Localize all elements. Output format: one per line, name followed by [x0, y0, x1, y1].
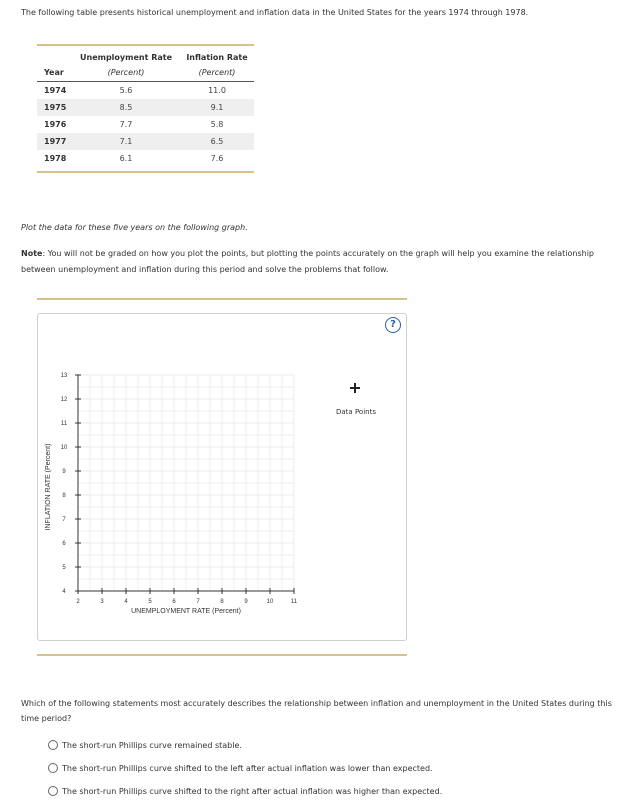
- unemployment-cell: 7.1: [119, 137, 133, 146]
- question-text: Which of the following statements most accurately describes the relationship between inflation and unemployment in the United States during this time period?: [21, 699, 612, 723]
- x-tick-label: 11: [290, 599, 298, 605]
- x-tick-label: 2: [76, 599, 80, 605]
- y-tick-label: 5: [62, 565, 66, 571]
- y-axis-label: INFLATION RATE (Percent): [45, 443, 52, 531]
- radio-button[interactable]: [48, 763, 58, 773]
- option-label[interactable]: The short-run Phillips curve shifted to the right after actual inflation was higher than expected.: [62, 787, 443, 796]
- tick-labels: [61, 373, 298, 605]
- intro-text: The following table presents historical unemployment and inflation data in the United States for the years 1974 through 1978.: [21, 8, 529, 17]
- graph-bottom-rule: [37, 654, 407, 656]
- axes: [75, 375, 294, 594]
- inflation-cell: 9.1: [210, 103, 224, 112]
- note-body: : You will not be graded on how you plot the points, but plotting the points accurately on the graph will help you examine the relationship between unemployment and inflation during this period and solve the problems that follow.: [21, 249, 595, 274]
- x-axis-label: UNEMPLOYMENT RATE (Percent): [131, 608, 241, 615]
- option-label[interactable]: The short-run Phillips curve shifted to the left after actual inflation was lower than expected.: [62, 764, 433, 773]
- data-points-label: Data Points: [336, 408, 376, 416]
- x-tick-label: 10: [266, 599, 274, 605]
- x-tick-label: 6: [172, 599, 176, 605]
- y-tick-label: 4: [62, 589, 66, 595]
- y-tick-label: 7: [62, 517, 66, 523]
- option-label[interactable]: The short-run Phillips curve remained stable.: [62, 741, 242, 750]
- unemployment-cell: 8.5: [119, 103, 133, 112]
- unemployment-cell: 6.1: [119, 154, 133, 163]
- x-tick-label: 3: [100, 599, 104, 605]
- radio-button[interactable]: [48, 740, 58, 750]
- y-tick-label: 6: [62, 541, 66, 547]
- inflation-cell: 11.0: [208, 86, 226, 95]
- x-tick-label: 7: [196, 599, 200, 605]
- inflation-cell: 7.6: [210, 154, 224, 163]
- help-button[interactable]: ?: [385, 317, 401, 333]
- year-header: Year: [44, 68, 64, 77]
- unemployment-cell: 5.6: [119, 86, 133, 95]
- y-tick-label: 9: [62, 469, 66, 475]
- year-cell: 1974: [44, 86, 67, 95]
- year-cell: 1976: [44, 120, 67, 129]
- y-tick-label: 10: [60, 445, 68, 451]
- unemployment-header: Unemployment Rate: [80, 53, 173, 62]
- unemployment-cell: 7.7: [119, 120, 133, 129]
- grid: [78, 375, 294, 591]
- x-tick-label: 8: [220, 599, 224, 605]
- year-cell: 1975: [44, 103, 67, 112]
- inflation-cell: 6.5: [210, 137, 224, 146]
- y-tick-label: 12: [60, 397, 68, 403]
- x-tick-label: 9: [244, 599, 248, 605]
- inflation-header: Inflation Rate: [186, 53, 248, 62]
- plus-icon[interactable]: [350, 383, 360, 393]
- unemployment-unit: (Percent): [107, 68, 145, 77]
- year-cell: 1978: [44, 154, 67, 163]
- radio-button[interactable]: [48, 786, 58, 796]
- y-tick-label: 11: [60, 421, 68, 427]
- y-tick-label: 8: [62, 493, 66, 499]
- year-cell: 1977: [44, 137, 67, 146]
- inflation-cell: 5.8: [210, 120, 224, 129]
- x-tick-label: 5: [148, 599, 152, 605]
- y-tick-label: 13: [60, 373, 68, 379]
- x-tick-label: 4: [124, 599, 128, 605]
- plot-instruction: Plot the data for these five years on the following graph.: [21, 223, 248, 232]
- note-label: Note: [21, 249, 43, 258]
- inflation-unit: (Percent): [198, 68, 236, 77]
